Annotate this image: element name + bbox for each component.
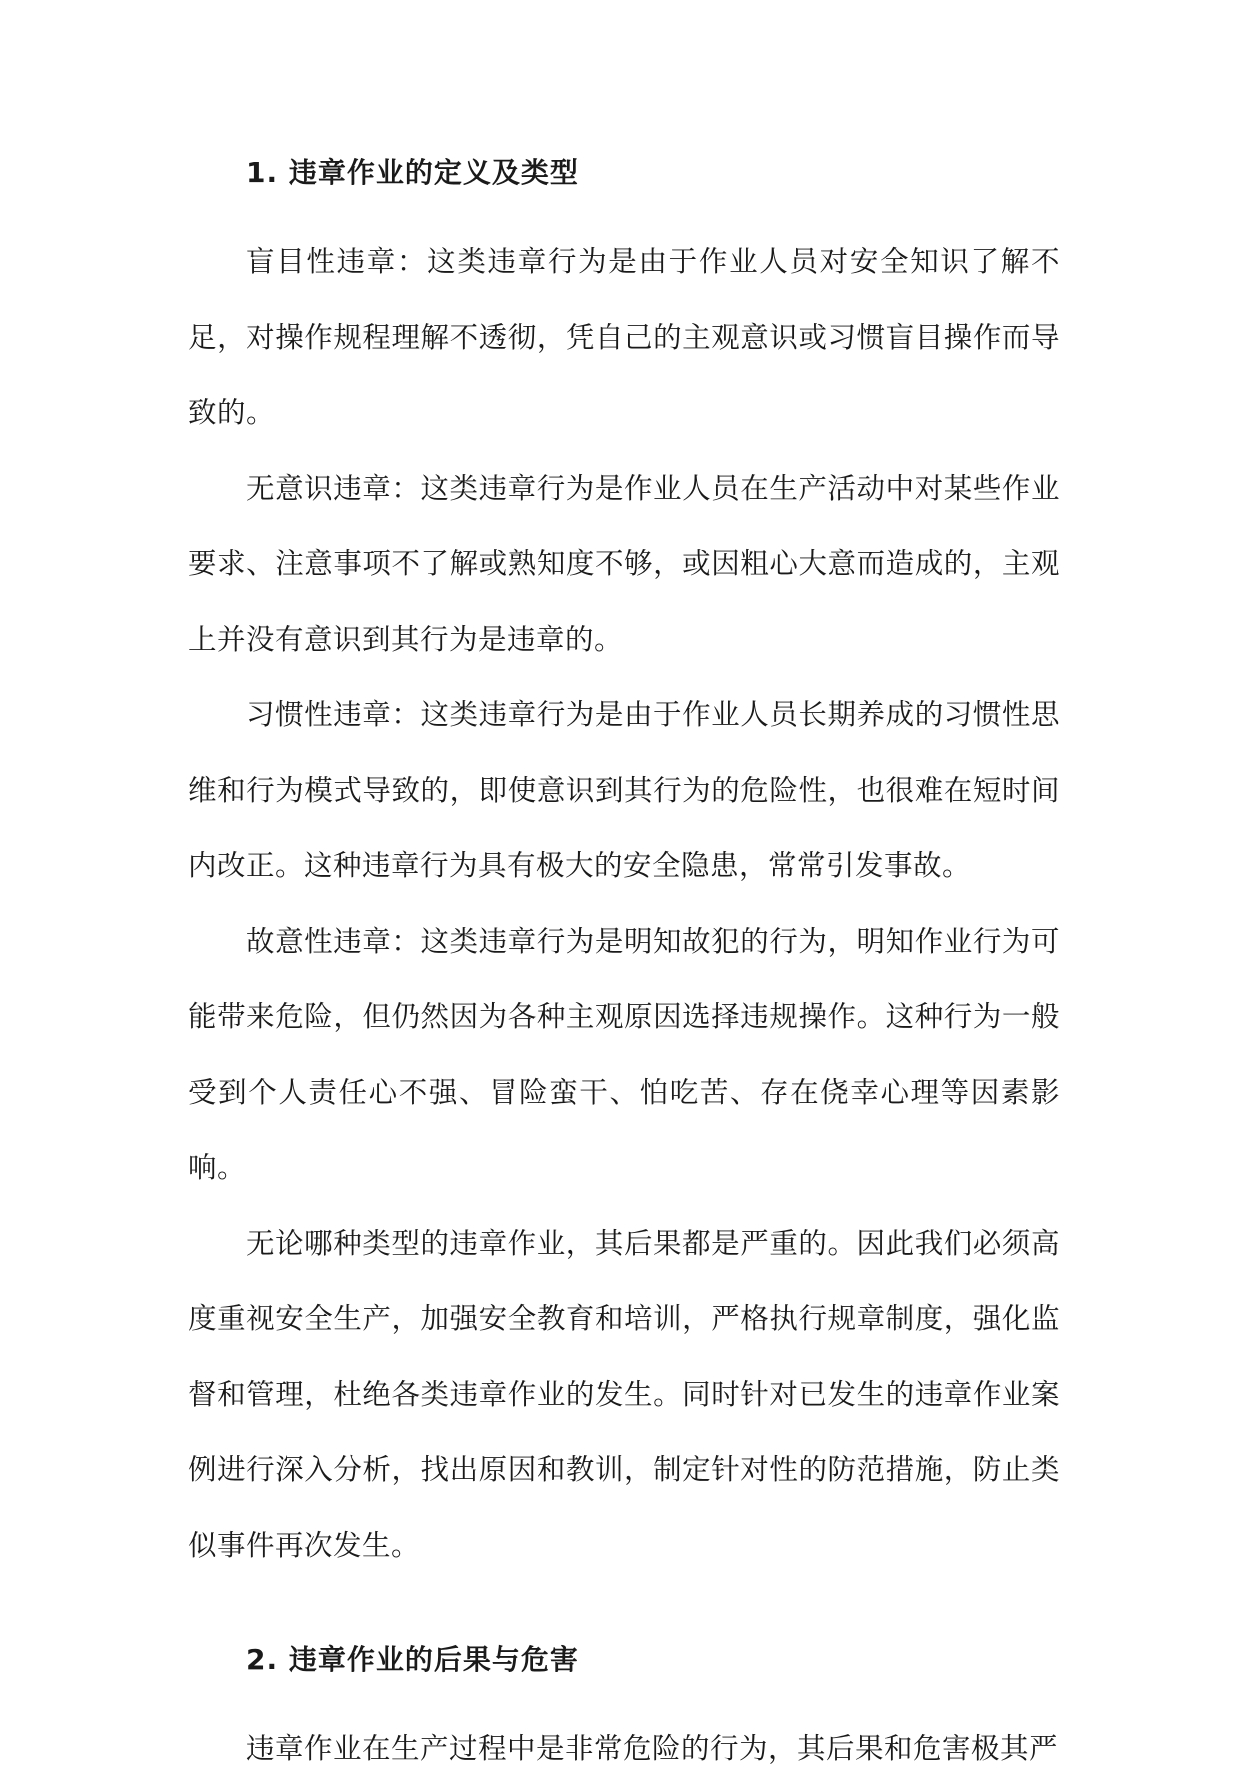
paragraph-intentional-violation: 故意性违章：这类违章行为是明知故犯的行为，明知作业行为可能带来危险，但仍然因为各种主观原因选择违规操作。这种行为一般受到个人责任心不强、冒险蛮干、怕吃苦、存在侥幸心理等因素影响。	[188, 924, 1060, 1184]
section-heading-2: 2. 违章作业的后果与危害	[246, 1643, 579, 1676]
section-heading-1: 1. 违章作业的定义及类型	[246, 156, 579, 189]
paragraph-unconscious-violation: 无意识违章：这类违章行为是作业人员在生产活动中对某些作业要求、注意事项不了解或熟知度不够，或因粗心大意而造成的，主观上并没有意识到其行为是违章的。	[188, 471, 1060, 656]
paragraph-habitual-violation: 习惯性违章：这类违章行为是由于作业人员长期养成的习惯性思维和行为模式导致的，即使意识到其行为的危险性，也很难在短时间内改正。这种违章行为具有极大的安全隐患，常常引发事故。	[188, 698, 1060, 882]
paragraph-consequences: 违章作业在生产过程中是非常危险的行为，其后果和危害极其严	[246, 1732, 1059, 1765]
document-body	[188, 148, 1060, 1787]
paragraph-blind-violation: 盲目性违章：这类违章行为是由于作业人员对安全知识了解不足，对操作规程理解不透彻，凭自己的主观意识或习惯盲目操作而导致的。	[188, 245, 1060, 429]
paragraph-summary: 无论哪种类型的违章作业，其后果都是严重的。因此我们必须高度重视安全生产，加强安全教育和培训，严格执行规章制度，强化监督和管理，杜绝各类违章作业的发生。同时针对已发生的违章作业案例进行深入分析，找出原因和教训，制定针对性的防范措施，防止类似事件再次发生。	[188, 1226, 1060, 1562]
